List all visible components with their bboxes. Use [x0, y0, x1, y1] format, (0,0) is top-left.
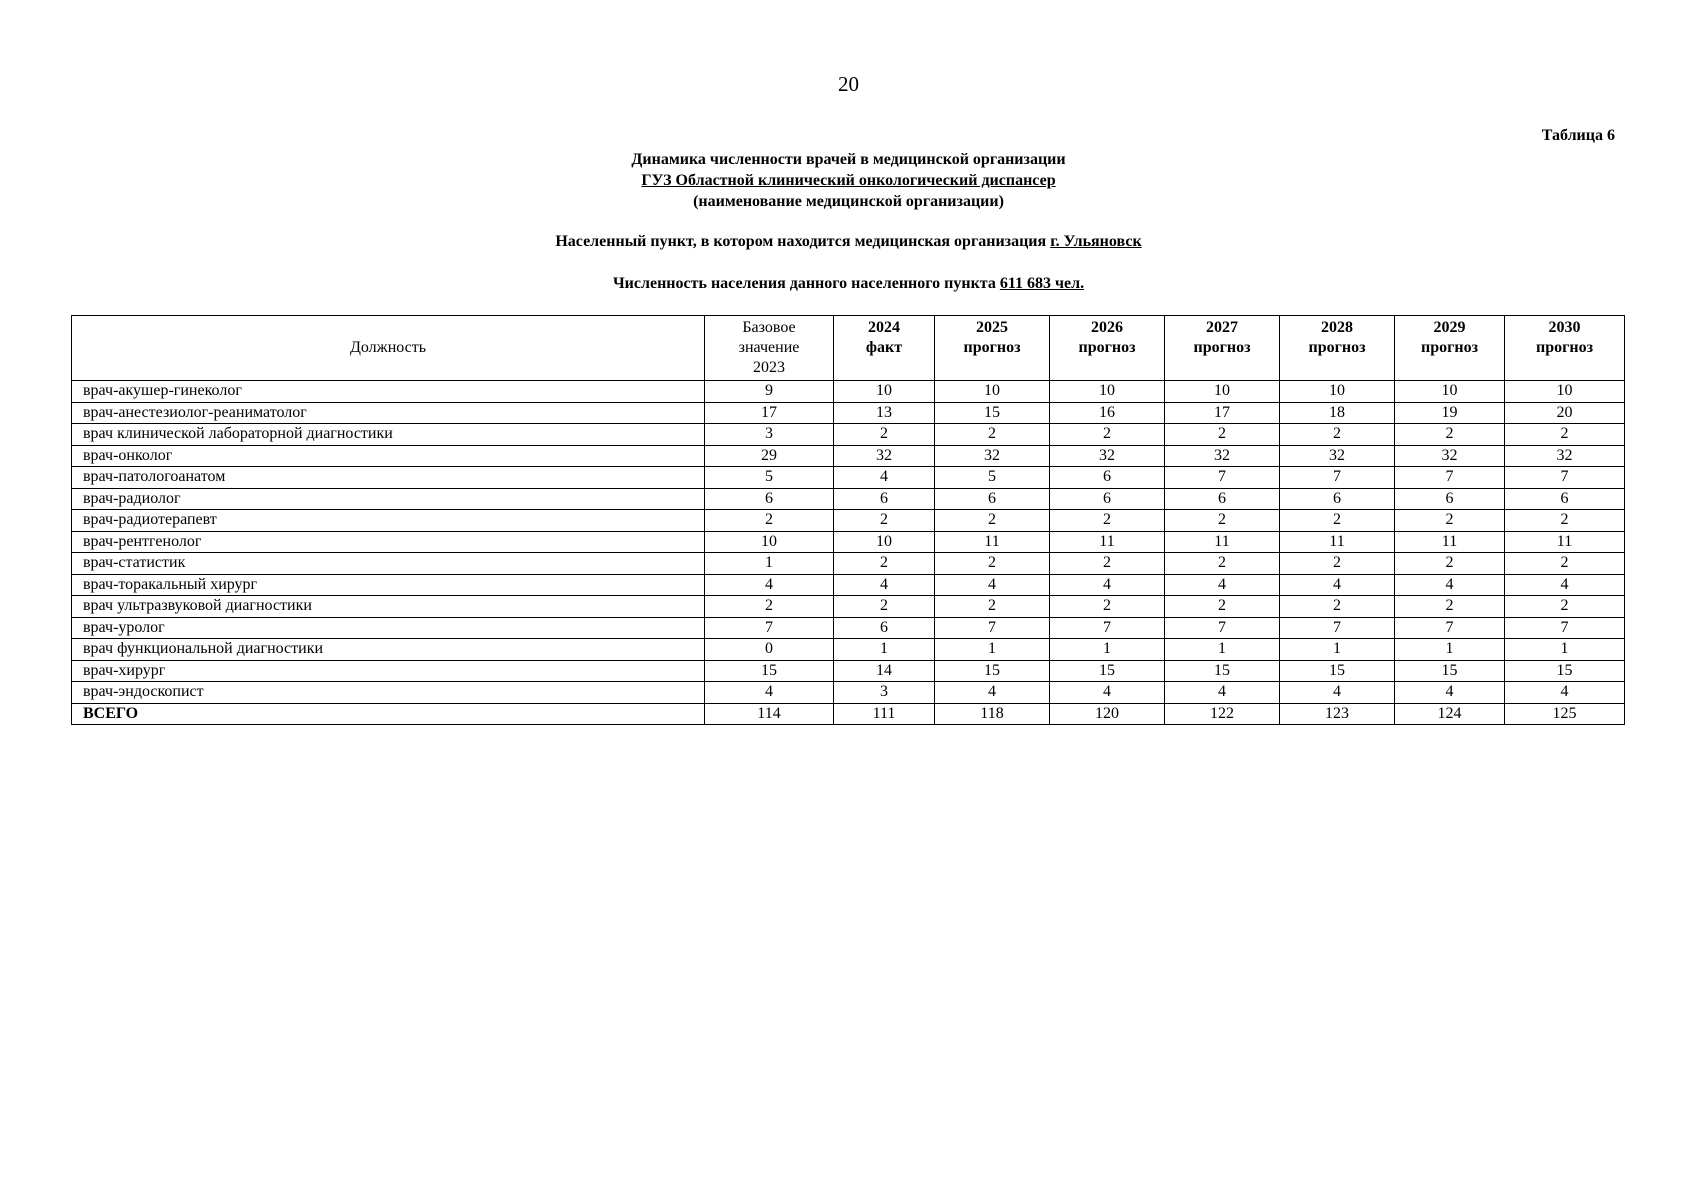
header-base-line3: 2023: [753, 359, 785, 376]
value-cell: 32: [1165, 445, 1280, 467]
value-cell: 5: [705, 467, 834, 489]
table-row: [72, 682, 1625, 704]
value-cell: 11: [1050, 531, 1165, 553]
table-row: [72, 596, 1625, 618]
value-cell: 15: [1165, 660, 1280, 682]
value-cell: 1: [935, 639, 1050, 661]
organization-caption: (наименование медицинской организации): [693, 193, 1004, 210]
value-cell: 4: [705, 574, 834, 596]
position-cell: врач функциональной диагностики: [72, 639, 705, 661]
value-cell: 4: [1165, 682, 1280, 704]
value-cell: 11: [1165, 531, 1280, 553]
total-value-cell: 114: [705, 703, 834, 725]
table-row: [72, 488, 1625, 510]
value-cell: 7: [1395, 617, 1505, 639]
value-cell: 13: [834, 402, 935, 424]
value-cell: 6: [1165, 488, 1280, 510]
value-cell: 2: [1505, 553, 1625, 575]
value-cell: 1: [1395, 639, 1505, 661]
table-row: [72, 467, 1625, 489]
value-cell: 32: [834, 445, 935, 467]
value-cell: 2: [935, 424, 1050, 446]
value-cell: 0: [705, 639, 834, 661]
value-cell: 7: [1165, 617, 1280, 639]
table-label: Таблица 6: [1541, 127, 1615, 144]
total-value-cell: 118: [935, 703, 1050, 725]
header-base-line1: Базовое: [742, 319, 796, 336]
value-cell: 6: [935, 488, 1050, 510]
value-cell: 4: [1395, 682, 1505, 704]
value-cell: 17: [1165, 402, 1280, 424]
position-cell: врач-рентгенолог: [72, 531, 705, 553]
value-cell: 1: [1165, 639, 1280, 661]
value-cell: 2: [1165, 553, 1280, 575]
total-value-cell: 111: [834, 703, 935, 725]
header-base-value: [705, 316, 834, 381]
value-cell: 15: [935, 402, 1050, 424]
position-cell: врач-онколог: [72, 445, 705, 467]
value-cell: 7: [1280, 467, 1395, 489]
header-2027: [1165, 316, 1280, 381]
position-cell: врач-радиолог: [72, 488, 705, 510]
value-cell: 3: [834, 682, 935, 704]
header-2027-year: 2027: [1206, 319, 1238, 336]
header-2029-year: 2029: [1433, 319, 1466, 336]
header-2028-note: прогноз: [1308, 339, 1366, 356]
header-2028-year: 2028: [1321, 319, 1353, 336]
header-2030: [1505, 316, 1625, 381]
value-cell: 32: [1050, 445, 1165, 467]
header-2026: [1050, 316, 1165, 381]
settlement-line: [0, 233, 1697, 251]
value-cell: 7: [1165, 467, 1280, 489]
value-cell: 32: [1395, 445, 1505, 467]
value-cell: 7: [1050, 617, 1165, 639]
table-row: [72, 381, 1625, 403]
value-cell: 20: [1505, 402, 1625, 424]
settlement-value: г. Ульяновск: [1050, 233, 1142, 250]
value-cell: 4: [935, 574, 1050, 596]
value-cell: 6: [1505, 488, 1625, 510]
header-2030-note: прогноз: [1535, 339, 1594, 356]
value-cell: 2: [1050, 424, 1165, 446]
header-position: Должность: [72, 316, 705, 381]
value-cell: 11: [935, 531, 1050, 553]
table-header-row: [72, 316, 1625, 381]
table-row: [72, 639, 1625, 661]
header-2024-note: факт: [865, 339, 903, 356]
value-cell: 11: [1280, 531, 1395, 553]
position-cell: врач-патологоанатом: [72, 467, 705, 489]
value-cell: 2: [1280, 553, 1395, 575]
page-number: 20: [838, 72, 859, 96]
value-cell: 2: [935, 510, 1050, 532]
value-cell: 32: [935, 445, 1050, 467]
position-cell: врач ультразвуковой диагностики: [72, 596, 705, 618]
table-body: [72, 381, 1625, 725]
table-row: [72, 574, 1625, 596]
value-cell: 5: [935, 467, 1050, 489]
value-cell: 2: [834, 424, 935, 446]
value-cell: 3: [705, 424, 834, 446]
value-cell: 1: [1505, 639, 1625, 661]
value-cell: 17: [705, 402, 834, 424]
header-2025-year: 2025: [976, 319, 1008, 336]
value-cell: 4: [705, 682, 834, 704]
value-cell: 4: [1280, 574, 1395, 596]
doctors-staffing-table: [71, 315, 1625, 725]
table-row: [72, 510, 1625, 532]
value-cell: 32: [1505, 445, 1625, 467]
header-2024: [834, 316, 935, 381]
header-base-line2: значение: [738, 339, 800, 356]
position-cell: врач-акушер-гинеколог: [72, 381, 705, 403]
value-cell: 16: [1050, 402, 1165, 424]
value-cell: 2: [1165, 424, 1280, 446]
value-cell: 1: [834, 639, 935, 661]
position-cell: врач-анестезиолог-реаниматолог: [72, 402, 705, 424]
value-cell: 2: [1165, 596, 1280, 618]
value-cell: 2: [1280, 510, 1395, 532]
table-heading: [0, 149, 1697, 212]
position-cell: врач-торакальный хирург: [72, 574, 705, 596]
value-cell: 11: [1505, 531, 1625, 553]
value-cell: 6: [1395, 488, 1505, 510]
value-cell: 15: [1280, 660, 1395, 682]
value-cell: 4: [1395, 574, 1505, 596]
value-cell: 7: [1395, 467, 1505, 489]
header-2029: [1395, 316, 1505, 381]
value-cell: 2: [1050, 510, 1165, 532]
value-cell: 11: [1395, 531, 1505, 553]
value-cell: 15: [1505, 660, 1625, 682]
value-cell: 7: [1505, 617, 1625, 639]
value-cell: 2: [834, 596, 935, 618]
value-cell: 4: [1165, 574, 1280, 596]
value-cell: 32: [1280, 445, 1395, 467]
value-cell: 29: [705, 445, 834, 467]
header-2026-note: прогноз: [1078, 339, 1136, 356]
value-cell: 2: [1280, 596, 1395, 618]
value-cell: 2: [1505, 510, 1625, 532]
population-label: Численность населения данного населенного пункта: [612, 275, 1000, 292]
table-row: [72, 445, 1625, 467]
value-cell: 7: [705, 617, 834, 639]
value-cell: 14: [834, 660, 935, 682]
position-cell: врач-эндоскопист: [72, 682, 705, 704]
value-cell: 10: [1280, 381, 1395, 403]
value-cell: 4: [834, 574, 935, 596]
header-2025-note: прогноз: [963, 339, 1021, 356]
table-row: [72, 402, 1625, 424]
value-cell: 10: [1165, 381, 1280, 403]
table-row: [72, 617, 1625, 639]
value-cell: 10: [935, 381, 1050, 403]
value-cell: 4: [935, 682, 1050, 704]
value-cell: 7: [1280, 617, 1395, 639]
heading-title: Динамика численности врачей в медицинской организации: [631, 151, 1066, 168]
value-cell: 2: [1165, 510, 1280, 532]
header-2028: [1280, 316, 1395, 381]
value-cell: 15: [1395, 660, 1505, 682]
value-cell: 6: [1050, 488, 1165, 510]
total-value-cell: 120: [1050, 703, 1165, 725]
value-cell: 2: [705, 510, 834, 532]
value-cell: 15: [935, 660, 1050, 682]
position-cell: врач клинической лабораторной диагностики: [72, 424, 705, 446]
value-cell: 4: [1280, 682, 1395, 704]
header-2027-note: прогноз: [1193, 339, 1251, 356]
settlement-label: Населенный пункт, в котором находится медицинская организация: [555, 233, 1051, 250]
value-cell: 2: [1505, 424, 1625, 446]
value-cell: 2: [935, 553, 1050, 575]
header-2030-year: 2030: [1548, 319, 1581, 336]
value-cell: 10: [1395, 381, 1505, 403]
value-cell: 2: [834, 510, 935, 532]
value-cell: 2: [935, 596, 1050, 618]
value-cell: 15: [705, 660, 834, 682]
value-cell: 6: [834, 617, 935, 639]
value-cell: 15: [1050, 660, 1165, 682]
header-2029-note: прогноз: [1420, 339, 1479, 356]
population-value: 611 683 чел.: [999, 275, 1085, 292]
value-cell: 19: [1395, 402, 1505, 424]
value-cell: 6: [1050, 467, 1165, 489]
value-cell: 7: [1505, 467, 1625, 489]
total-value-cell: 124: [1395, 703, 1505, 725]
value-cell: 10: [834, 531, 935, 553]
value-cell: 2: [1050, 596, 1165, 618]
header-2024-year: 2024: [868, 319, 900, 336]
total-value-cell: 125: [1505, 703, 1625, 725]
value-cell: 6: [834, 488, 935, 510]
value-cell: 4: [1505, 682, 1625, 704]
total-value-cell: 122: [1165, 703, 1280, 725]
value-cell: 2: [1395, 553, 1505, 575]
value-cell: 4: [834, 467, 935, 489]
total-label: ВСЕГО: [72, 703, 705, 725]
value-cell: 18: [1280, 402, 1395, 424]
header-2026-year: 2026: [1091, 319, 1123, 336]
position-cell: врач-радиотерапевт: [72, 510, 705, 532]
value-cell: 6: [705, 488, 834, 510]
value-cell: 10: [1050, 381, 1165, 403]
value-cell: 7: [935, 617, 1050, 639]
value-cell: 2: [705, 596, 834, 618]
value-cell: 2: [834, 553, 935, 575]
value-cell: 6: [1280, 488, 1395, 510]
value-cell: 2: [1280, 424, 1395, 446]
value-cell: 4: [1050, 682, 1165, 704]
table-row: [72, 424, 1625, 446]
table-row: [72, 660, 1625, 682]
value-cell: 9: [705, 381, 834, 403]
value-cell: 10: [705, 531, 834, 553]
value-cell: 2: [1395, 510, 1505, 532]
value-cell: 2: [1050, 553, 1165, 575]
value-cell: 1: [1280, 639, 1395, 661]
population-line: [0, 275, 1697, 293]
total-value-cell: 123: [1280, 703, 1395, 725]
value-cell: 10: [1505, 381, 1625, 403]
value-cell: 1: [1050, 639, 1165, 661]
table-row: [72, 553, 1625, 575]
position-cell: врач-хирург: [72, 660, 705, 682]
position-cell: врач-статистик: [72, 553, 705, 575]
value-cell: 1: [705, 553, 834, 575]
value-cell: 2: [1505, 596, 1625, 618]
value-cell: 4: [1505, 574, 1625, 596]
value-cell: 2: [1395, 596, 1505, 618]
table-row: [72, 531, 1625, 553]
table-total-row: [72, 703, 1625, 725]
position-cell: врач-уролог: [72, 617, 705, 639]
value-cell: 2: [1395, 424, 1505, 446]
organization-name: ГУЗ Областной клинический онкологический диспансер: [641, 172, 1056, 189]
header-2025: [935, 316, 1050, 381]
value-cell: 10: [834, 381, 935, 403]
value-cell: 4: [1050, 574, 1165, 596]
